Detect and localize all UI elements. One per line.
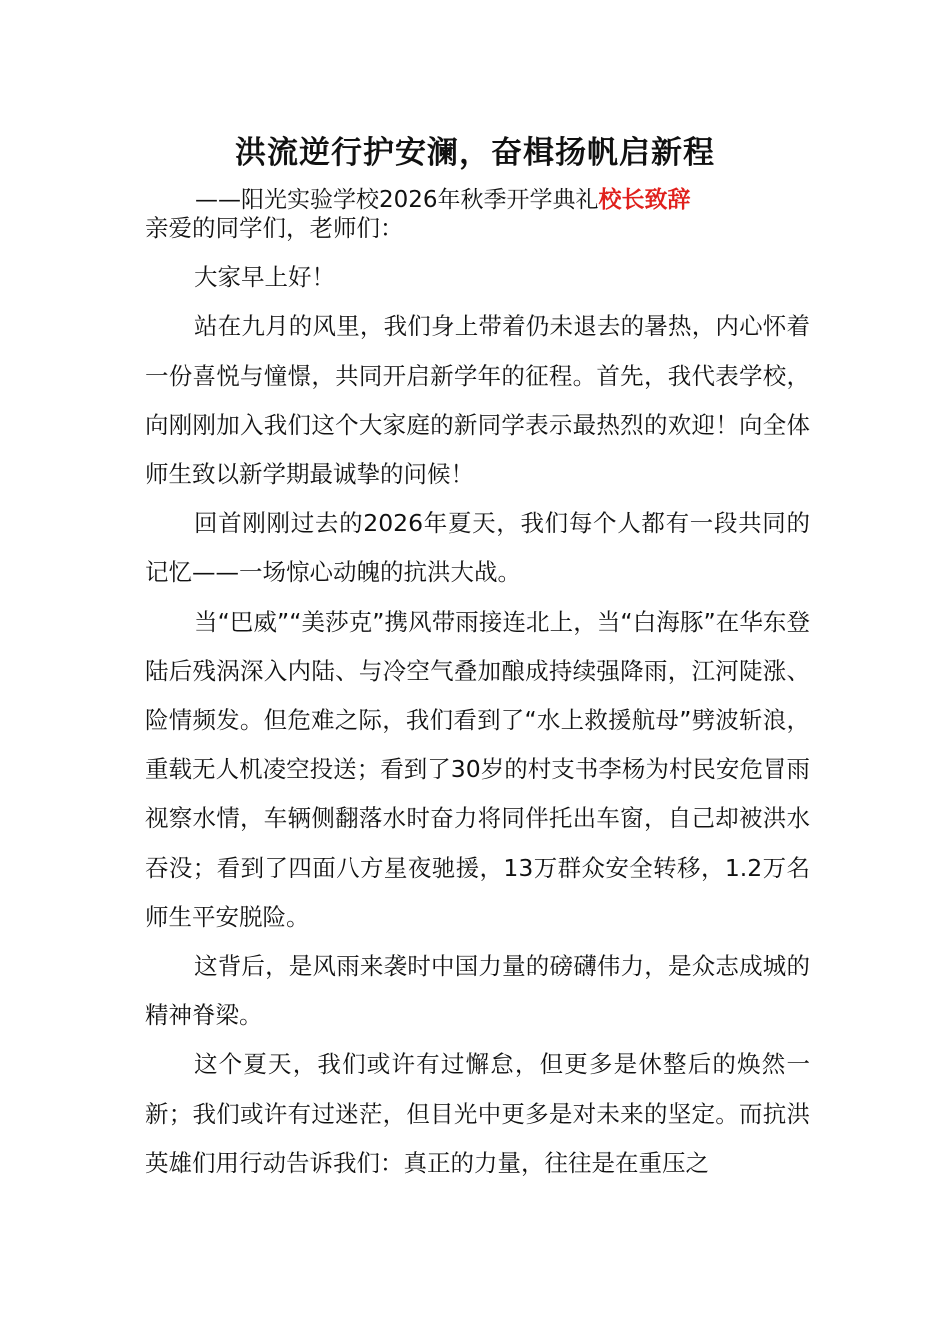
- paragraph-summer-memory: 回首刚刚过去的2026年夏天，我们每个人都有一段共同的记忆——一场惊心动魄的抗洪大战。: [145, 509, 810, 587]
- paragraph-china-strength: 这背后，是风雨来袭时中国力量的磅礴伟力，是众志成城的精神脊梁。: [145, 952, 810, 1030]
- paragraph-greeting: 大家早上好！: [194, 263, 335, 292]
- subtitle-text: ——阳光实验学校2026年秋季开学典礼: [195, 187, 599, 213]
- document-title: 洪流逆行护安澜，奋楫扬帆启新程: [235, 135, 715, 171]
- document-body: [145, 204, 810, 1188]
- paragraph-this-summer: 这个夏天，我们或许有过懈怠，但更多是休整后的焕然一新；我们或许有过迷茫，但目光中更多是对未来的坚定。而抗洪英雄们用行动告诉我们：真正的力量，往往是在重压之: [145, 1050, 810, 1177]
- paragraph-flood-rescue: 当“巴威”“美莎克”携风带雨接连北上，当“白海豚”在华东登陆后残涡深入内陆、与冷空气叠加酿成持续强降雨，江河陡涨、险情频发。但危难之际，我们看到了“水上救援航母”劈波斩浪，重载无人机凌空投送；看到了30岁的村支书李杨为村民安危冒雨视察水情，车辆侧翻落水时奋力将同伴托出车窗，自己却被洪水吞没；看到了四面八方星夜驰援，13万群众安全转移，1.2万名师生平安脱险。: [145, 607, 810, 931]
- paragraph-welcome: 站在九月的风里，我们身上带着仍未退去的暑热，内心怀着一份喜悦与憧憬，共同开启新学年的征程。首先，我代表学校，向刚刚加入我们这个大家庭的新同学表示最热烈的欢迎！向全体师生致以新学期最诚挚的问候！: [145, 312, 810, 489]
- subtitle-highlight: 校长致辞: [598, 187, 691, 213]
- salutation: 亲爱的同学们，老师们：: [145, 214, 404, 242]
